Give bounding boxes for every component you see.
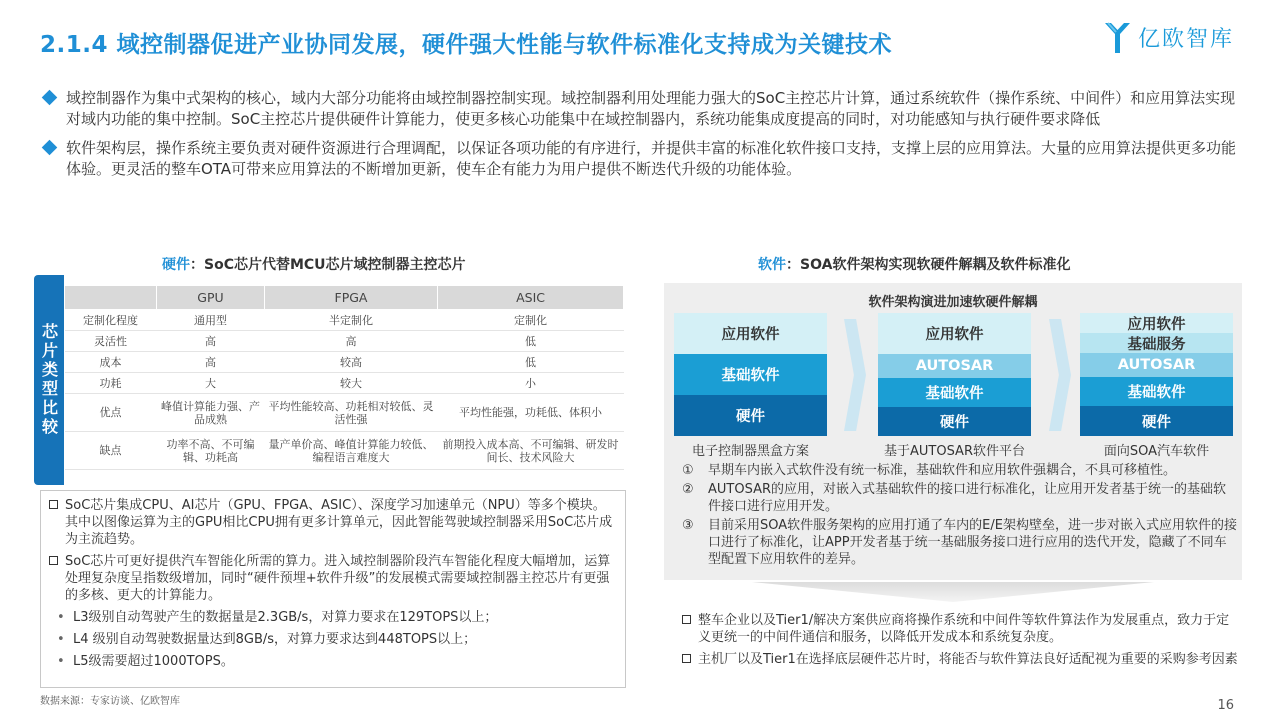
list-item-text: SoC芯片可更好提供汽车智能化所需的算力。进入域控制器阶段汽车智能化程度大幅增加，运算处理复杂度呈指数级增加，同时“硬件预埋+软件升级”的发展模式需要域控制器主控芯片有更强的多核、更大的计算能力。 (65, 554, 611, 603)
chip-compare-side-label: 芯片类型比较 (39, 323, 59, 437)
table-cell: 高 (157, 352, 265, 373)
list-item-text: 整车企业以及Tier1/解决方案供应商将操作系统和中间件等软件算法作为发展重点，致力于定义更统一的中间件通信和服务，以降低开发成本和系统复杂度。 (698, 613, 1230, 645)
table-cell: 前期投入成本高、不可编辑、研发时间长、技术风险大 (438, 432, 624, 470)
hardware-heading (162, 254, 466, 274)
brand-logo-icon (1102, 20, 1132, 54)
table-cell: 低 (438, 331, 624, 352)
note-text: 早期车内嵌入式软件没有统一标准，基础软件和应用软件强耦合，不具可移植性。 (708, 463, 1177, 478)
hardware-heading-prefix: 硬件 (162, 257, 190, 273)
diamond-bullet-icon (42, 140, 58, 156)
table-header-row (65, 286, 624, 310)
table-header-cell: ASIC (438, 286, 624, 310)
diamond-bullet-icon (42, 90, 58, 106)
stack-label: 面向SOA汽车软件 (1103, 444, 1210, 459)
hardware-heading-text: ：SoC芯片代替MCU芯片域控制器主控芯片 (190, 257, 466, 273)
chevron-right-icon (844, 319, 866, 431)
table-header-cell: GPU (157, 286, 265, 310)
table-row (65, 310, 624, 331)
table-cell: 峰值计算能力强、产品成熟 (157, 394, 265, 432)
row-header: 灵活性 (65, 331, 157, 352)
list-item (49, 497, 615, 548)
row-header: 功耗 (65, 373, 157, 394)
layer-base-software: 基础软件 (878, 378, 1031, 407)
page-number: 16 (1217, 698, 1234, 713)
numbered-note (682, 462, 1238, 479)
table-cell: 功率不高、不可编辑、功耗高 (157, 432, 265, 470)
table-row (65, 432, 624, 470)
software-numbered-notes (682, 462, 1238, 570)
brand-logo (1102, 20, 1234, 54)
table-row (65, 331, 624, 352)
note-number: ② (682, 482, 694, 497)
table-cell: 较高 (264, 352, 437, 373)
sub-list-item: • L4 级别自动驾驶数据量达到8GB/s，对算力要求达到448TOPS以上； (49, 631, 615, 648)
layer-autosar: AUTOSAR (878, 354, 1031, 378)
layer-base-software: 基础软件 (674, 354, 827, 395)
layer-base-service: 基础服务 (1080, 333, 1233, 353)
table-cell: 平均性能强，功耗低、体积小 (438, 394, 624, 432)
row-header: 缺点 (65, 432, 157, 470)
note-number: ③ (682, 518, 694, 533)
chevron-right-icon (1049, 319, 1071, 431)
table-cell: 半定制化 (264, 310, 437, 331)
layer-hardware: 硬件 (674, 395, 827, 436)
panel-title: 软件架构演进加速软硬件解耦 (868, 295, 1038, 310)
note-text: AUTOSAR的应用，对嵌入式基础软件的接口进行标准化，让应用开发者基于统一的基础软件接口进行应用开发。 (708, 482, 1227, 514)
intro-bullet-text: 软件架构层，操作系统主要负责对硬件资源进行合理调配，以保证各项功能的有序进行，并提供丰富的标准化软件接口支持，支撑上层的应用算法。大量的应用算法提供更多功能体验。更灵活的整车OTA可带来应用算法的不断增加更新，使车企有能力为用户提供不断迭代升级的功能体验。 (66, 139, 1237, 178)
row-header: 优点 (65, 394, 157, 432)
table-cell: 较大 (264, 373, 437, 394)
sub-list-item: • L3级别自动驾驶产生的数据量是2.3GB/s，对算力要求在129TOPS以上； (49, 609, 615, 626)
table-cell: 通用型 (157, 310, 265, 331)
page-title: 2.1.4 域控制器促进产业协同发展，硬件强大性能与软件标准化支持成为关键技术 (40, 32, 892, 58)
table-row (65, 373, 624, 394)
intro-bullet-text: 域控制器作为集中式架构的核心，域内大部分功能将由域控制器控制实现。域控制器利用处理能力强大的SoC主控芯片计算，通过系统软件（操作系统、中间件）和应用算法实现对域内功能的集中控制。SoC主控芯片提供硬件计算能力，使更多核心功能集中在域控制器内，系统功能集成度提高的同时，对功能感知与执行硬件要求降低 (66, 89, 1236, 128)
numbered-note (682, 517, 1238, 568)
architecture-stack-blackbox (674, 313, 827, 436)
layer-app-software: 应用软件 (878, 313, 1031, 354)
software-bottom-notes (682, 612, 1238, 673)
software-heading-prefix: 软件 (758, 257, 786, 273)
table-cell: 量产单价高、峰值计算能力较低、编程语言难度大 (264, 432, 437, 470)
table-cell: 大 (157, 373, 265, 394)
layer-autosar: AUTOSAR (1080, 353, 1233, 377)
table-row (65, 352, 624, 373)
software-heading-text: ：SOA软件架构实现软硬件解耦及软件标准化 (786, 257, 1071, 273)
list-item-text: SoC芯片集成CPU、AI芯片（GPU、FPGA、ASIC）、深度学习加速单元（NPU）等多个模块。其中以图像运算为主的GPU相比CPU拥有更多计算单元，因此智能驾驶域控制器采用SoC芯片成为主流趋势。 (65, 498, 613, 547)
row-header: 定制化程度 (65, 310, 157, 331)
chip-compare-side-tab (34, 275, 64, 485)
sub-list-item: • L5级需要超过1000TOPS。 (49, 653, 615, 670)
square-bullet-icon (682, 615, 691, 624)
note-text: 目前采用SOA软件服务架构的应用打通了车内的E/E架构壁垒，进一步对嵌入式应用软件的接口进行了标准化，让APP开发者基于统一基础服务接口进行应用的迭代开发，隐藏了不同车型配置下应用软件的差异。 (708, 518, 1237, 567)
row-header: 成本 (65, 352, 157, 373)
layer-hardware: 硬件 (1080, 406, 1233, 436)
brand-name: 亿欧智库 (1137, 26, 1234, 52)
table-header-cell: FPGA (264, 286, 437, 310)
architecture-stack-soa (1080, 313, 1233, 436)
data-source: 数据来源：专家访谈、亿欧智库 (40, 696, 180, 707)
table-cell: 高 (157, 331, 265, 352)
layer-hardware: 硬件 (878, 407, 1031, 436)
square-bullet-icon (682, 654, 691, 663)
list-item (682, 651, 1238, 668)
intro-bullet (40, 88, 1240, 130)
intro-bullet (40, 138, 1240, 180)
table-cell: 小 (438, 373, 624, 394)
list-item (682, 612, 1238, 646)
architecture-stack-autosar (878, 313, 1031, 436)
layer-app-software: 应用软件 (1080, 313, 1233, 333)
software-heading (758, 254, 1070, 274)
stack-label: 基于AUTOSAR软件平台 (883, 444, 1025, 459)
table-cell: 高 (264, 331, 437, 352)
table-cell: 定制化 (438, 310, 624, 331)
layer-base-software: 基础软件 (1080, 377, 1233, 406)
list-item-text: 主机厂以及Tier1在选择底层硬件芯片时，将能否与软件算法良好适配视为重要的采购参考因素 (698, 652, 1238, 667)
intro-bullets (40, 88, 1240, 188)
layer-app-software: 应用软件 (674, 313, 827, 354)
table-cell: 平均性能较高、功耗相对较低、灵活性强 (264, 394, 437, 432)
table-cell: 低 (438, 352, 624, 373)
list-item (49, 553, 615, 604)
table-row (65, 394, 624, 432)
numbered-note (682, 481, 1238, 515)
note-number: ① (682, 463, 694, 478)
stack-label: 电子控制器黑盒方案 (691, 444, 809, 459)
chip-comparison-table (64, 285, 624, 470)
hardware-notes-box (40, 490, 626, 688)
square-bullet-icon (49, 556, 58, 565)
square-bullet-icon (49, 500, 58, 509)
table-header-empty (65, 286, 157, 310)
down-arrow-icon (752, 582, 1154, 602)
